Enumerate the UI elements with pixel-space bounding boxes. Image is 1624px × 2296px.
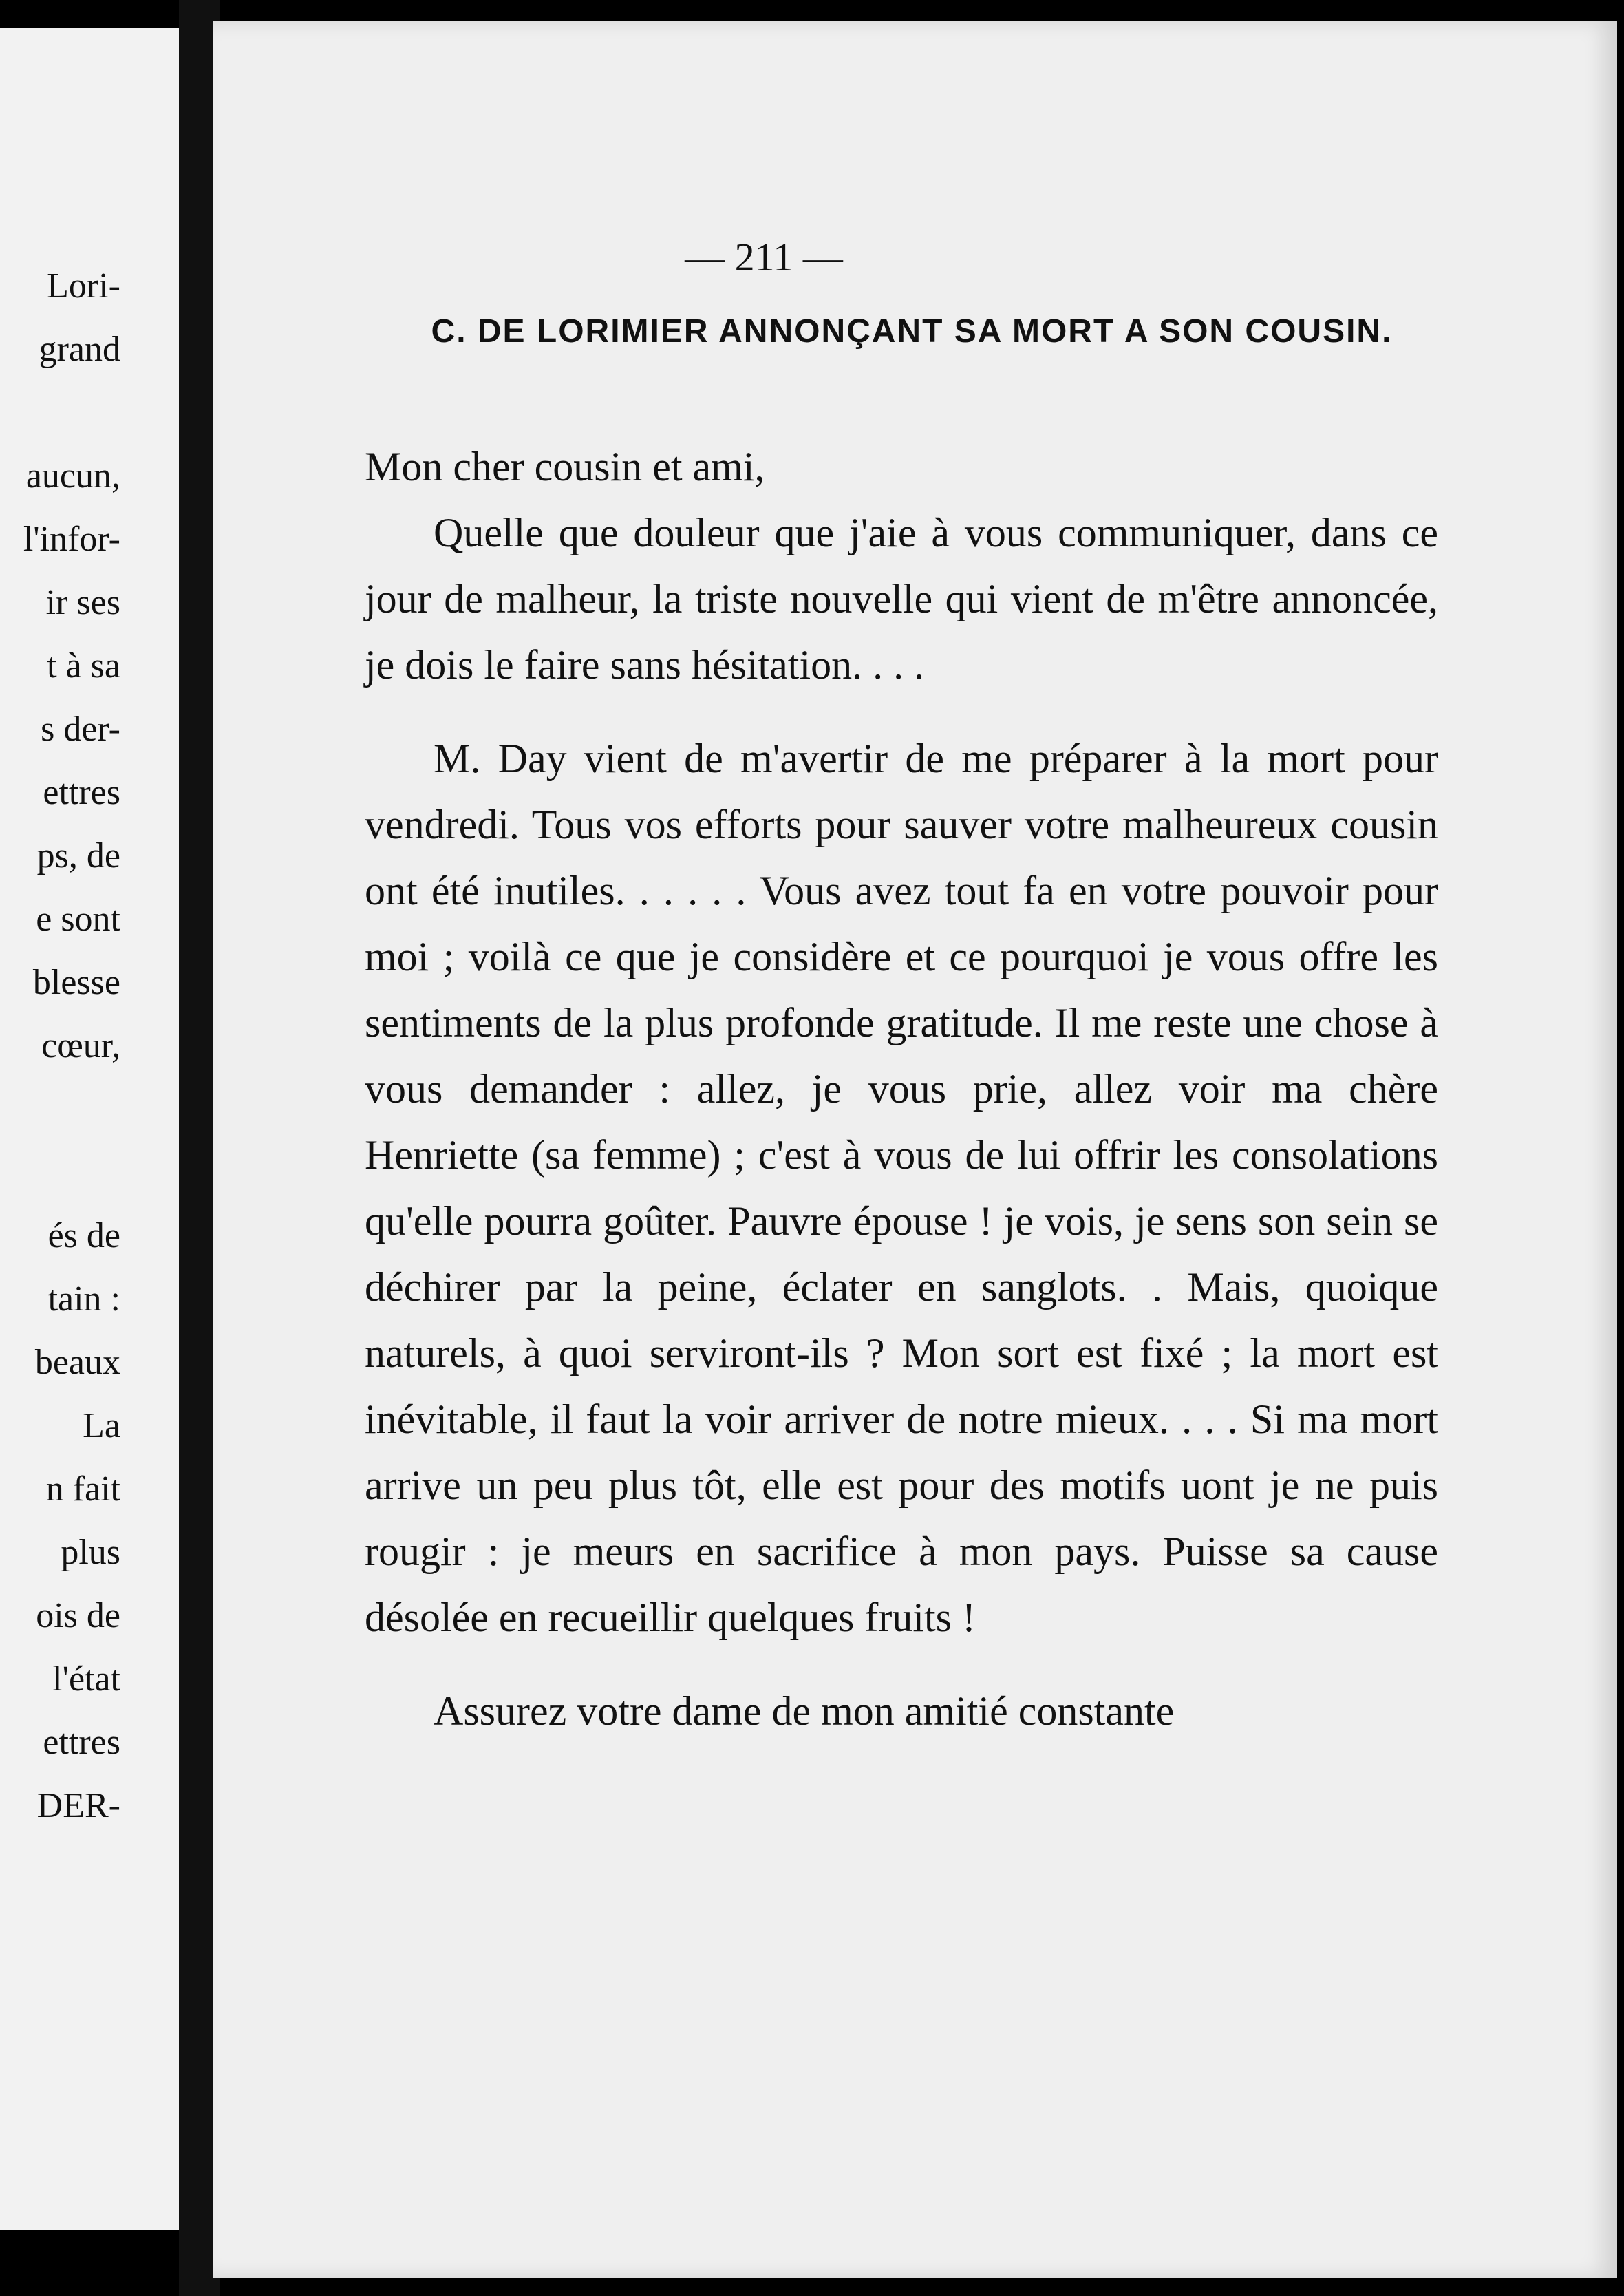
- paragraph: Assurez votre dame de mon amitié constante: [434, 1688, 1175, 1734]
- left-line: t à sa: [47, 646, 120, 685]
- left-line: La: [83, 1406, 120, 1445]
- left-line: ps, de: [36, 836, 120, 875]
- letter-heading: C. DE LORIMIER ANNONÇANT SA MORT A SON COUSIN.: [431, 313, 1393, 350]
- left-line: plus: [61, 1533, 120, 1572]
- left-line: és de: [47, 1216, 120, 1255]
- left-page-lines: [0, 255, 120, 1838]
- left-line: ettres: [43, 1723, 120, 1762]
- left-line: ir ses: [45, 583, 120, 622]
- left-line: n fait: [45, 1469, 120, 1509]
- left-line: ettres: [43, 773, 120, 812]
- left-line: beaux: [34, 1343, 120, 1382]
- left-line: DER-: [36, 1786, 120, 1825]
- left-line: tain :: [47, 1279, 120, 1319]
- left-line: aucun,: [25, 456, 120, 496]
- paragraph: Quelle que douleur que j'aie à vous communiquer, dans ce jour de malheur, la triste nouvelle qui vient de m'être annoncée, je dois le faire sans hésitation. . . .: [365, 510, 1438, 688]
- left-line: e sont: [36, 900, 120, 939]
- left-line: [0, 1141, 120, 1204]
- salutation: Mon cher cousin et ami,: [365, 444, 765, 489]
- left-line: cœur,: [41, 1026, 120, 1065]
- left-line: [0, 1078, 120, 1141]
- left-line: blesse: [32, 963, 120, 1002]
- page-number: — 211 —: [685, 235, 843, 279]
- left-line: l'infor-: [23, 520, 120, 559]
- letter-body: [365, 434, 1438, 1744]
- paragraph: M. Day vient de m'avertir de me préparer à la mort pour vendredi. Tous vos efforts pour sauver votre malheureux cousin ont été inutiles. . . . . . Vous avez tout fa en votre pouvoir pour moi ; voilà ce que je considère et ce pourquoi je vous offre les sentiments de la plus profonde gratitude. Il me reste une chose à vous demander : allez, je vous prie, allez voir ma chère Henriette (sa femme) ; c'est à vous de lui offrir les consolations qu'elle pourra goûter. Pauvre épouse ! je vois, je sens son sein se déchirer par la peine, éclater en sanglots. . Mais, quoique naturels, à quoi serviront-ils ? Mon sort est fixé ; la mort est inévitable, il faut la voir arriver de notre mieux. . . . Si ma mort arrive un peu plus tôt, elle est pour des motifs uont je ne puis rougir : je meurs en sacrifice à mon pays. Puisse sa cause désolée en recueillir quelques fruits !: [365, 736, 1438, 1640]
- left-line: l'état: [52, 1659, 120, 1699]
- left-line: [0, 381, 120, 445]
- left-line: Lori-: [47, 266, 120, 306]
- right-page: [213, 21, 1617, 2278]
- left-line: ois de: [36, 1596, 120, 1635]
- left-line: grand: [39, 330, 120, 369]
- left-line: s der-: [41, 710, 120, 749]
